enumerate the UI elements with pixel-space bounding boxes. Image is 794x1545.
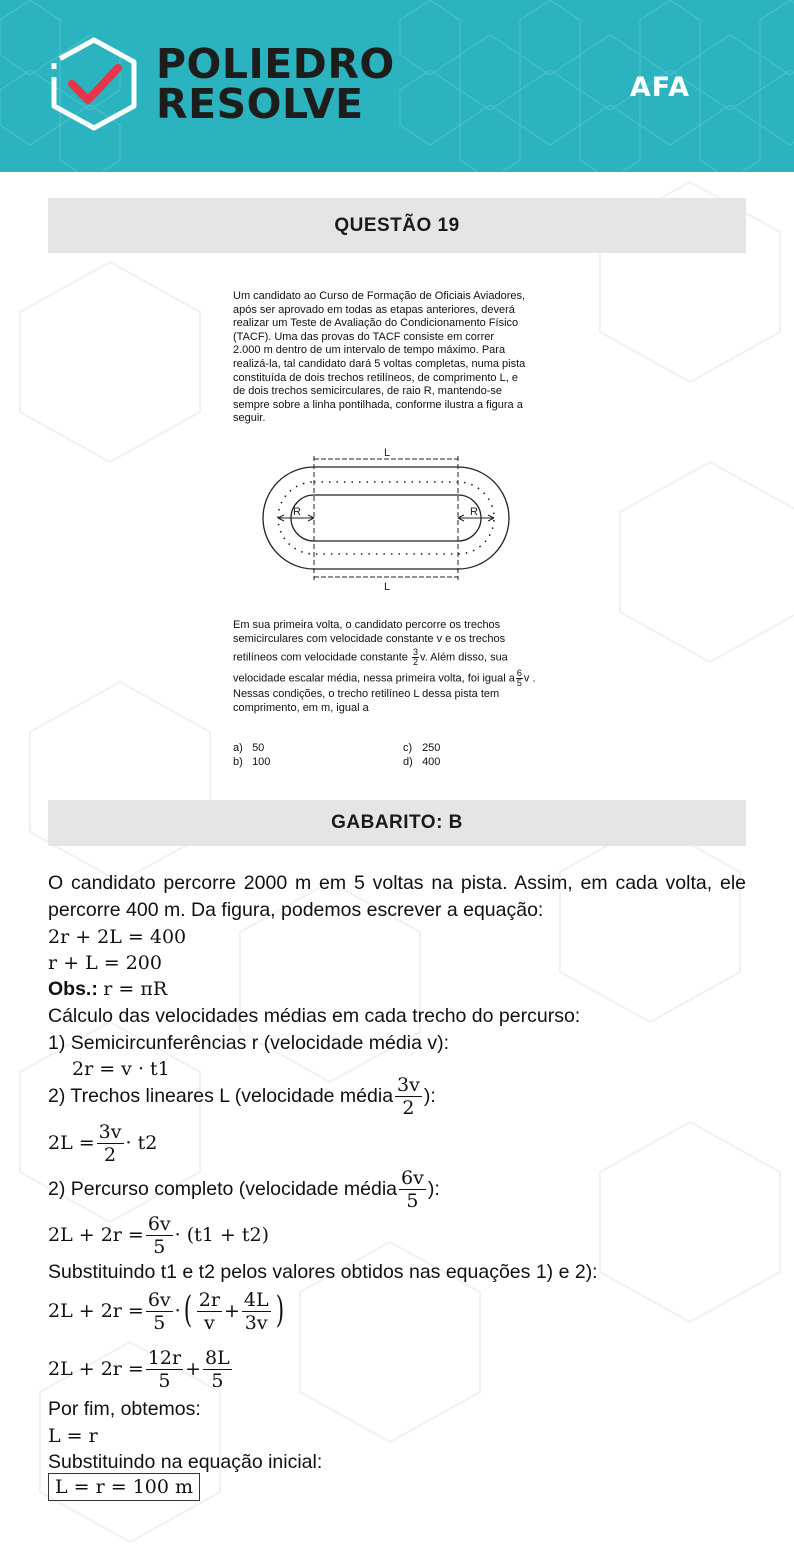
question-line: Nessas condições, o trecho retilíneo L dessa pista tem [233, 688, 500, 701]
option-value: 50 [252, 742, 265, 754]
fraction-numerator: 3v [397, 1073, 420, 1096]
item-2 [48, 1071, 436, 1121]
fraction-denominator: 3v [244, 1311, 268, 1334]
fraction-numerator: 3v [98, 1120, 122, 1143]
fraction-denominator: 2 [104, 1143, 117, 1166]
option-c [403, 741, 440, 755]
observation [48, 976, 167, 1002]
question-text: velocidade escalar média, nessa primeira volta, foi igual a [233, 672, 515, 685]
fraction-denominator: 5 [158, 1369, 171, 1392]
question-line: seguir. [233, 412, 266, 425]
fraction-denominator: 2 [402, 1096, 415, 1119]
solution-intro: O candidato percorre 2000 m em 5 voltas na pista. Assim, em cada volta, ele percorre 400 m. Da figura, podemos escrever a equação: [48, 872, 746, 921]
open-paren: ( [183, 1290, 192, 1331]
equation-3: 2r = v · t1 [72, 1058, 170, 1080]
fraction-numerator: 2r [198, 1288, 220, 1311]
equation-7 [48, 1342, 234, 1396]
option-letter: b) [233, 756, 243, 768]
figure-label-top: L [384, 447, 391, 459]
fraction-denominator: v [203, 1311, 215, 1334]
fraction-numerator: 8L [205, 1346, 230, 1369]
question-intro [233, 290, 557, 426]
fraction-numerator: 6v [401, 1166, 424, 1189]
fraction-3v-2 [97, 1121, 124, 1166]
question-line: semicirculares com velocidade constante v e os trechos [233, 632, 506, 645]
question-line: sempre sobre a linha pontilhada, conforme ilustra a figura a [233, 398, 523, 411]
answer-bar: GABARITO: B [48, 800, 746, 846]
fraction-denominator: 5 [406, 1189, 419, 1212]
question-continuation [233, 619, 557, 715]
item-3-close: ): [427, 1178, 440, 1200]
question-line: 2.000 m dentro de um intervalo de tempo máximo. Para [233, 344, 506, 357]
fraction-denominator: 5 [153, 1235, 166, 1258]
question-bar: QUESTÃO 19 [48, 198, 746, 253]
equation-1: 2r + 2L = 400 [48, 926, 187, 948]
item-2-close: ): [423, 1085, 436, 1107]
fraction-denominator: 2 [412, 657, 418, 668]
question-line: Um candidato ao Curso de Formação de Oficiais Aviadores, [233, 290, 526, 302]
fraction-numerator: 6v [147, 1288, 171, 1311]
figure-label-left-radius: R [293, 506, 301, 518]
item-2-text: 2) Trechos lineares L (velocidade média [48, 1085, 394, 1107]
brand-name [156, 40, 395, 128]
fraction-numerator: 6 [516, 668, 522, 679]
question-text: retilíneos com velocidade constante [233, 651, 408, 664]
option-value: 400 [422, 756, 441, 768]
equation-5 [48, 1210, 269, 1260]
calc-heading: Cálculo das velocidades médias em cada trecho do percurso: [48, 1005, 581, 1027]
track-figure [258, 444, 514, 592]
question-text: v . [523, 672, 536, 685]
fraction-8L-5 [203, 1347, 232, 1392]
question-line: de dois trechos semicirculares, de raio R, mantendo-se [233, 385, 503, 398]
fraction-denominator: 5 [153, 1311, 166, 1334]
question-text: v. Além disso, sua [419, 651, 508, 664]
equation-8: L = r [48, 1425, 98, 1447]
multiply-dot: · [174, 1300, 181, 1322]
final-answer: L = r = 100 m [48, 1473, 200, 1501]
equation-rhs: · (t1 + t2) [174, 1224, 270, 1246]
fraction-numerator: 12r [147, 1346, 182, 1369]
item-3-text: 2) Percurso completo (velocidade média [48, 1178, 398, 1200]
question-line: comprimento, em m, igual a [233, 701, 369, 714]
question-line: realizar um Teste de Avaliação do Condicionamento Físico [233, 317, 519, 330]
equation-2: r + L = 200 [48, 952, 162, 974]
fraction-6v-5 [146, 1289, 173, 1334]
question-line [233, 669, 557, 688]
fraction-12r-5 [146, 1347, 183, 1392]
fraction-numerator: 3 [412, 647, 418, 658]
brand-line2: RESOLVE [156, 80, 364, 128]
question-line: (TACF). Uma das provas do TACF consiste em correr [233, 330, 495, 343]
fraction-numerator: 4L [243, 1288, 269, 1311]
item-1: 1) Semicircunferências r (velocidade média v): [48, 1032, 449, 1054]
plus-sign: + [223, 1300, 240, 1322]
substitution-text: Substituindo t1 e t2 pelos valores obtidos nas equações 1) e 2): [48, 1261, 598, 1283]
option-value: 100 [252, 756, 271, 768]
question-line: realizá-la, tal candidato dará 5 voltas completas, numa pista [233, 357, 526, 370]
option-b [233, 755, 270, 769]
observation-equation: r = πR [103, 978, 168, 1000]
check-badge-icon [48, 36, 140, 132]
fraction-2r-v [197, 1289, 222, 1334]
option-value: 250 [422, 742, 441, 754]
fraction-six-fifths [516, 669, 523, 688]
final-answer-box [48, 1474, 200, 1500]
close-paren: ) [275, 1290, 284, 1331]
fraction-3v-2 [395, 1074, 422, 1119]
brand-line1: POLIEDRO [156, 40, 395, 88]
fraction-three-halves [412, 648, 419, 667]
option-letter: d) [403, 756, 413, 768]
question-line [233, 648, 557, 667]
plus-sign: + [185, 1358, 202, 1380]
equation-4 [48, 1118, 157, 1168]
equation-lhs: 2L + 2r = [48, 1358, 144, 1380]
figure-label-right-radius: R [470, 506, 478, 518]
fraction-numerator: 6v [147, 1212, 171, 1235]
fraction-4L-3v [242, 1289, 271, 1334]
figure-label-bottom: L [384, 581, 391, 592]
fraction-6v-5 [146, 1213, 173, 1258]
question-line: constituída de dois trechos retilíneos, de comprimento L, e [233, 371, 518, 384]
observation-label: Obs.: [48, 978, 98, 1000]
option-letter: c) [403, 742, 413, 754]
fraction-denominator: 5 [211, 1369, 224, 1392]
option-a [233, 741, 264, 755]
substitution-text-final: Substituindo na equação inicial: [48, 1451, 323, 1473]
exam-name: AFA [629, 72, 690, 103]
option-d [403, 755, 440, 769]
option-letter: a) [233, 742, 243, 754]
equation-lhs: 2L + 2r = [48, 1300, 144, 1322]
header [0, 0, 794, 172]
question-line: após ser aprovado em todas as etapas anteriores, deverá [233, 303, 515, 316]
conclusion-text: Por fim, obtemos: [48, 1398, 201, 1420]
fraction-6v-5 [399, 1167, 426, 1212]
equation-lhs: 2L = [48, 1132, 95, 1154]
fraction-denominator: 5 [516, 678, 522, 689]
equation-lhs: 2L + 2r = [48, 1224, 144, 1246]
question-line: Em sua primeira volta, o candidato percorre os trechos [233, 619, 501, 631]
item-3 [48, 1164, 440, 1214]
equation-rhs: · t2 [125, 1132, 158, 1154]
equation-6 [48, 1284, 287, 1338]
